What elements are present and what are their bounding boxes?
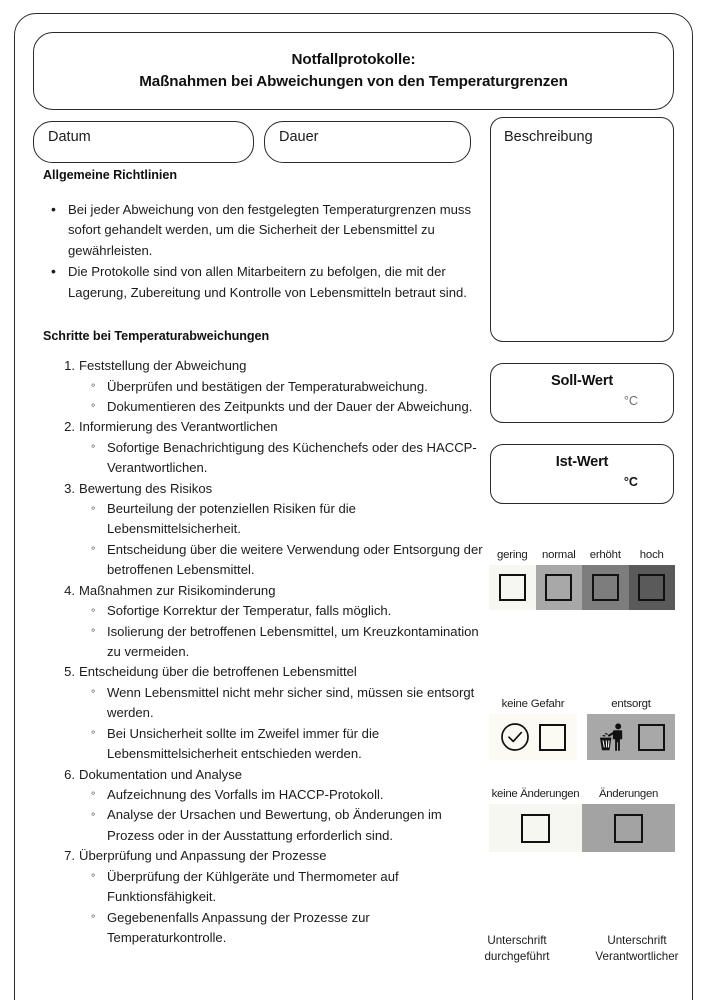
- step-title: Informierung des Verantwortlichen: [79, 419, 278, 435]
- dauer-field[interactable]: [264, 121, 471, 163]
- risk-level-label: gering: [497, 549, 528, 561]
- risk-level-label: normal: [541, 549, 576, 561]
- list-item: [79, 662, 485, 764]
- list-item: ◦ Beurteilung der potenziellen Risiken für die Lebensmittelsicherheit.: [105, 499, 485, 540]
- ist-wert-unit: °C: [623, 475, 638, 489]
- step-title: Feststellung der Abweichung: [79, 358, 247, 374]
- changes-pad-aenderungen[interactable]: [582, 804, 675, 852]
- check-circle-icon: [500, 722, 530, 752]
- signature-label-line-2: Verantwortlicher: [595, 950, 679, 964]
- signature-label-line-1: Unterschrift: [607, 934, 667, 947]
- step-sublist: [79, 683, 485, 765]
- step-sublist: [79, 601, 485, 662]
- list-item: • Die Protokolle sind von allen Mitarbeitern zu befolgen, die mit der Lagerung, Zubereitung und Kontrolle von Lebensmitteln betraut sind.: [66, 262, 485, 303]
- ist-wert-label: Ist-Wert: [555, 454, 609, 470]
- list-item: ◦ Dokumentieren des Zeitpunkts und der Dauer der Abweichung.: [105, 397, 485, 417]
- document-title-line-2: Maßnahmen bei Abweichungen von den Temperaturgrenzen: [139, 73, 568, 90]
- list-item: ◦ Bei Unsicherheit sollte im Zweifel immer für die Lebensmittelsicherheit entschieden werden.: [105, 724, 485, 765]
- soll-wert-label: Soll-Wert: [551, 373, 613, 389]
- list-item: ◦ Sofortige Benachrichtigung des Küchenchefs oder des HACCP-Verantwortlichen.: [105, 438, 485, 479]
- changes-pad-keine[interactable]: [489, 804, 582, 852]
- datum-field[interactable]: [33, 121, 254, 163]
- risk-checkbox-normal[interactable]: [545, 574, 572, 601]
- signature-labels: [457, 933, 697, 966]
- changes-option-aenderungen: [582, 788, 675, 852]
- decision-option-label: entsorgt: [611, 698, 651, 710]
- risk-swatch-erhoeht[interactable]: [582, 565, 629, 610]
- step-sublist: [79, 867, 485, 949]
- decision-option-keine-gefahr: [489, 698, 577, 760]
- soll-wert-unit: °C: [623, 394, 638, 408]
- changes-option-label: Änderungen: [598, 788, 659, 800]
- list-item: ◦ Analyse der Ursachen und Bewertung, ob Änderungen im Prozess oder in der Ausstattung erforderlich sind.: [105, 805, 485, 846]
- step-title: Überprüfung und Anpassung der Prozesse: [79, 848, 327, 864]
- decision-options: [489, 698, 675, 760]
- step-title: Maßnahmen zur Risikominderung: [79, 582, 276, 598]
- risk-level-normal: [536, 548, 583, 565]
- list-item: ◦ Entscheidung über die weitere Verwendung oder Entsorgung der betroffenen Lebensmittel.: [105, 540, 485, 581]
- signature-verantwortlicher: [577, 933, 697, 966]
- decision-option-entsorgt: [587, 698, 675, 760]
- risk-scale-checkboxes: [489, 565, 675, 610]
- decision-option-label: keine Gefahr: [501, 698, 565, 710]
- step-title: Entscheidung über die betroffenen Lebensmittel: [79, 664, 357, 680]
- beschreibung-field-label: Beschreibung: [504, 129, 593, 145]
- list-item: ◦ Wenn Lebensmittel nicht mehr sicher sind, müssen sie entsorgt werden.: [105, 683, 485, 724]
- decision-checkbox-entsorgt[interactable]: [638, 724, 665, 751]
- list-item: [79, 356, 485, 417]
- changes-checkbox-aenderungen[interactable]: [614, 814, 643, 843]
- signature-durchgefuehrt: [457, 933, 577, 966]
- list-item: [79, 417, 485, 478]
- changes-option-label: keine Änderungen: [491, 788, 580, 800]
- risk-scale-labels: [489, 548, 675, 565]
- list-item: ◦ Sofortige Korrektur der Temperatur, falls möglich.: [105, 601, 485, 621]
- list-item: ◦ Aufzeichnung des Vorfalls im HACCP-Protokoll.: [105, 785, 485, 805]
- decision-pad-keine-gefahr[interactable]: [489, 714, 577, 760]
- step-title: Bewertung des Risikos: [79, 480, 213, 496]
- decision-pad-entsorgt[interactable]: [587, 714, 675, 760]
- guidelines-list: [33, 200, 485, 303]
- list-item: ◦ Überprüfung der Kühlgeräte und Thermometer auf Funktionsfähigkeit.: [105, 867, 485, 908]
- steps-heading: Schritte bei Temperaturabweichungen: [43, 329, 270, 344]
- risk-scale: [489, 548, 675, 610]
- signature-label-line-1: Unterschrift: [487, 934, 547, 947]
- dauer-field-label: Dauer: [279, 129, 319, 145]
- list-item: ◦ Isolierung der betroffenen Lebensmittel, um Kreuzkontamination zu vermeiden.: [105, 622, 485, 663]
- step-sublist: [79, 785, 485, 846]
- guidelines-heading: Allgemeine Richtlinien: [43, 168, 177, 182]
- risk-level-label: hoch: [639, 549, 664, 561]
- risk-swatch-gering[interactable]: [489, 565, 536, 610]
- document-title-line-1: Notfallprotokolle:: [291, 51, 416, 69]
- step-sublist: [79, 438, 485, 479]
- list-item: [79, 765, 485, 847]
- datum-field-label: Datum: [48, 129, 91, 145]
- risk-level-hoch: [629, 548, 676, 565]
- risk-checkbox-gering[interactable]: [499, 574, 526, 601]
- risk-swatch-normal[interactable]: [536, 565, 583, 610]
- ist-wert-field[interactable]: [490, 444, 674, 504]
- risk-swatch-hoch[interactable]: [629, 565, 676, 610]
- list-item: [79, 479, 485, 581]
- step-sublist: [79, 377, 485, 418]
- risk-level-gering: [489, 548, 536, 565]
- list-item: ◦ Gegebenenfalls Anpassung der Prozesse zur Temperaturkontrolle.: [105, 908, 485, 949]
- list-item: • Bei jeder Abweichung von den festgelegten Temperaturgrenzen muss sofort gehandelt werden, um die Sicherheit der Lebensmittel zu gewährleisten.: [66, 200, 485, 261]
- list-item: [79, 846, 485, 948]
- signature-label-line-2: durchgeführt: [484, 950, 550, 964]
- changes-options: [489, 788, 675, 852]
- document-title-box: [33, 32, 674, 110]
- litter-bin-icon: [597, 721, 629, 753]
- changes-option-keine: [489, 788, 582, 852]
- risk-level-erhoeht: [582, 548, 629, 565]
- steps-list: [33, 356, 485, 948]
- step-title: Dokumentation und Analyse: [79, 766, 243, 782]
- list-item: [79, 581, 485, 663]
- step-sublist: [79, 499, 485, 581]
- list-item: ◦ Überprüfen und bestätigen der Temperaturabweichung.: [105, 377, 485, 397]
- beschreibung-field[interactable]: [490, 117, 674, 342]
- risk-checkbox-hoch[interactable]: [638, 574, 665, 601]
- left-content-column: [33, 168, 485, 948]
- changes-checkbox-keine[interactable]: [521, 814, 550, 843]
- soll-wert-field[interactable]: [490, 363, 674, 423]
- risk-level-label: erhöht: [589, 549, 621, 561]
- decision-checkbox-keine-gefahr[interactable]: [539, 724, 566, 751]
- risk-checkbox-erhoeht[interactable]: [592, 574, 619, 601]
